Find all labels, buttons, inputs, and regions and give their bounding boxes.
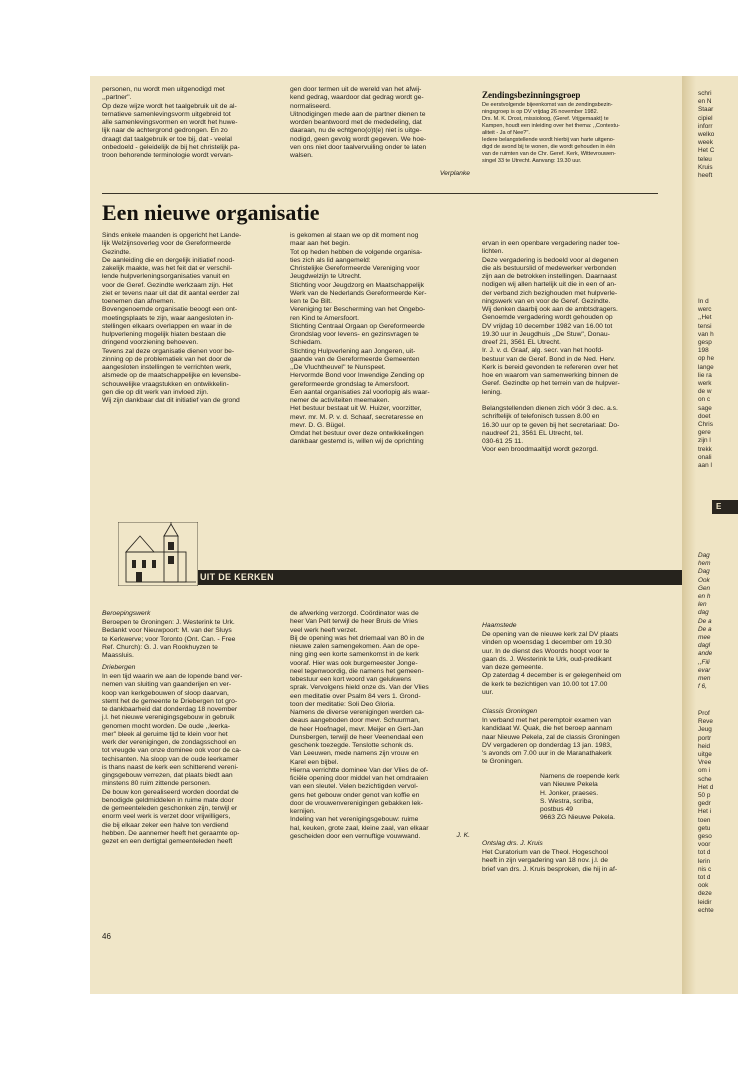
org-col-2: is gekomen al staan we op dit moment nog maar aan het begin. Tot op heden hebben de volgende organisa- ties zich als lid aangemeld: Christelijke Gereformeerde Vereniging voor Jeugdwelzijn te Utrecht. Stichting voor Jeugdzorg en Maatschappelijk Werk van de Nederlands Gereformeerde Ker- ken te De Bilt. Vereniging ter Bescherming van het Ongebo- ren Kind te Amersfoort. Stichting Centraal Orgaan op Gereformeerde Grondslag voor levens- en gezinsvragen te Schiedam. Stichting Hulpverlening aan Jongeren, uit- gaande van de Gereformeerde Gemeenten ,,De Vluchtheuvel'' te Nunspeet. Hervormde Bond voor Inwendige Zending op gereformeerde grondslag te Amersfoort. Een aantal organisaties zal voorlopig als waar- nemer de activiteiten meemaken. Het bestuur bestaat uit W. Huizer, voorzitter, mevr. mr. M. P. v. d. Schaaf, secretaresse en mevr. D. G. Bügel. Omdat het bestuur over deze ontwikkelingen dankbaar gestemd is, willen wij de oprichting	[290, 232, 430, 446]
kerken-heading-ontslag: Ontslag drs. J. Kruis	[482, 840, 543, 847]
next-page-fragment: In d werc ,,Het tensi van h gesp 198 op he lange lie ra werk de w on c sage doet Chris gere zijn l trekk onali aan l	[698, 298, 714, 470]
org-col-3: ervan in een openbare vergadering nader toe- lichten. Deze vergadering is bedoeld voor al degenen die als bestuurslid of medewerker verbonden zijn aan de betrokken instellingen. Daarnaast nodigen wij allen hartelijk uit die in een of an- der verband zich bezighouden met hulpverle- ningswerk van en voor de Geref. Gezindte. Wij denken daarbij ook aan de ambtsdragers. Genoemde vergadering wordt gehouden op DV vrijdag 10 december 1982 van 16.00 tot 19.30 uur in Jeugdhuis ,,De Stuw'', Donau- dreef 21, 3561 EL Utrecht. Ir. J. v. d. Graaf, alg. secr. van het hoofd- bestuur van de Geref. Bond in de Ned. Herv. Kerk is bereid gevonden te refereren over het hoe en waarom van samenwerking binnen de Geref. Gezindte op het terrein van de hulpver- lening. Belangstellenden dienen zich vóór 3 dec. a.s. schriftelijk of telefonisch tussen 8.00 en 16.30 uur op te geven bij het secretariaat: Do- naudreef 21, 3561 EL Utrecht, tel. 030-61 25 11. Voor een broodmaaltijd wordt gezorgd.	[482, 240, 620, 454]
section-banner-label: UIT DE KERKEN	[200, 572, 274, 582]
next-page-box: E	[712, 500, 738, 514]
kerken-text-classis: In verband met het peremptoir examen van kandidaat W. Quak, die het beroep aannam naar Nieuwe Pekela, zal de classis Groningen DV vergaderen op donderdag 13 jan. 1983, 's avonds om 7.00 uur in de Maranathakerk te Groningen.	[482, 717, 620, 766]
page-number: 46	[102, 932, 111, 941]
zending-text: De eerstvolgende bijeenkomst van de zendingsbezin- ningsgroep is op DV vrijdag 26 november 1982. Drs. M. K. Drost, missioloog, (Geref. Vrijgemaakt) te Kampen, houdt een inleiding over het thema: ,,Contextu- aliteit - Ja of Nee?''. Iedere belangstellende wordt hierbij van harte uitgeno- digd de avond bij te wonen, die wordt gehouden in één van de ruimten van de Chr. Geref. Kerk, Wittevrouwen- singel 33 te Utrecht. Aanvang: 19.30 uur.	[482, 102, 620, 164]
page-fold	[682, 76, 696, 994]
kerken-text-haamstede: De opening van de nieuwe kerk zal DV plaats vinden op woensdag 1 december om 19.30 uur. In de dienst des Woords hoopt voor te gaan ds. J. Westerink te Urk, oud-predikant van deze gemeente. Op zaterdag 4 december is er gelegenheid om de kerk te bezichtigen van 10.00 tot 17.00 uur.	[482, 631, 622, 696]
next-page-fragment: Dag hem Dag Ook Gen en h len dag De a De a mee dagl ande ,,Fili evar men f 6,	[698, 552, 713, 691]
church-icon	[118, 522, 198, 586]
article-title: Een nieuwe organisatie	[102, 200, 320, 225]
next-page-edge	[682, 76, 738, 994]
kerken-col-2: de afwerking verzorgd. Coördinator was de heer Van Pelt terwijl de heer Bruis de Vries veel werk heeft verzet. Bij de opening was het driemaal van 80 in de nieuwe zalen samengekomen. Aan de ope- ning ging een korte samenkomst in de kerk vooraf. Hier was ook burgemeester Jonge- neel tegenwoordig, die namens het gemeen- tebestuur een kort woord van gelukwens sprak. Vervolgens hield onze ds. Van der Vlies een meditatie over Psalm 84 vers 1. Grond- toon der meditatie: Soli Deo Gloria. Namens de diverse verenigingen werden ca- deaus aangeboden door mevr. Schuurman, de heer Hoefnagel, mevr. Meijer en Gert-Jan Dunsbergen, terwijl de heer Veenendaal een geschenk toezegde. Tenslotte schonk ds. Van Leeuwen, mede namens zijn vrouw en Karel een bijbel. Hierna verrichtte dominee Van der Vlies de of- ficiële opening door middel van het omdraaien van een sleutel. Velen bezichtigden vervol- gens het gebouw onder genot van koffie en door de vrouwenverenigingen gebakken lek- kernijen. Indeling van het verenigingsgebouw: ruime hal, keuken, grote zaal, kleine zaal, van elkaar gescheiden door een vernuftige vouwwand.	[290, 610, 429, 840]
kerken-text-driebergen: In een tijd waarin we aan de lopende band ver- nemen van sluiting van gaanderijen en ver- koop van kerkgebouwen of sloop daarvan, stemt het de gemeente te Driebergen tot gro- te dankbaarheid dat donderdag 18 november j.l. het nieuwe verenigingsgebouw in gebruik genomen mocht worden. De oude ,,leerka- mer'' bleek al geruime tijd te klein voor het werk der verenigingen, de zondagsschool en tot vreugde van onze dominee ook voor de ca- techisanten. Na sloop van de oude leerkamer is thans naast de kerk een schitterend vereni- gingsgebouw verrezen, dat plaats biedt aan minstens 80 ruim zittende personen. De bouw kon gerealiseerd worden doordat de benodigde geldmiddelen in ruime mate door de gemeenteleden geschonken zijn, terwijl er enorm veel werk is verzet door vrijwilligers, die bij elkaar zeker een halve ton verdiend hebben. De aannemer heeft het geraamte op- gezet en een dertigtal gemeenteleden heeft	[102, 673, 243, 845]
section-divider	[102, 193, 658, 194]
kerken-text-beroepingswerk: Beroepen te Groningen: J. Westerink te Urk. Bedankt voor Nieuwpoort: M. van der Sluys te Kerkwerve; voor Toronto (Ont. Can. - Free Ref. Church): G. J. van Rookhuyzen te Maassluis.	[102, 619, 236, 659]
kerken-heading-classis: Classis Groningen	[482, 708, 538, 715]
kerken-address: Namens de roepende kerk van Nieuwe Pekela H. Jonker, praeses. S. Westra, scriba, postbus 49 9663 ZG Nieuwe Pekela.	[540, 773, 620, 822]
next-page-fragment: Prof Reve Jeug portr heid uitge Vree om i sche Het d 50 p gedr Het i toen getu geso voor tot d lerin nis c tot d ook deze leidir echte	[698, 710, 714, 914]
zending-heading: Zendingsbezinningsgroep	[482, 90, 581, 100]
top-signature: Verplanke	[439, 170, 470, 177]
top-col-1: personen, nu wordt men uitgenodigd met ,,partner''. Op deze wijze wordt het taalgebruik uit de al- ternatieve samenlevingsvorm uitgebreid tot alle samenlevingsvormen en wordt het huwe- lijk naar de achtergrond gedrongen. En zo draagt dat taalgebruik er toe bij, dat - veelal onbedoeld - geleidelijk de bij het christelijk pa- troon behorende terminologie wordt vervan-	[102, 86, 240, 159]
kerken-heading-driebergen: Driebergen	[102, 664, 136, 671]
org-col-1: Sinds enkele maanden is opgericht het Lande- lijk Welzijnsoverleg voor de Gereformeerde Gezindte. De aanleiding die en dergelijk initiatief nood- zakelijk maakte, was het feit dat er verschil- lende hulpverleningsorganisaties vanuit en voor de Geref. Gezindte werkzaam zijn. Het ziet er tevens naar uit dat dit aantal eerder zal toenemen dan afnemen. Bovengenoemde organisatie beoogt een ont- moetingsplaats te zijn, waar aangesloten in- stellingen elkaars overlappen en waar in de hulpverlening mogelijk hiaten bestaan die dringend voorziening behoeven. Tevens zal deze organisatie dienen voor be- zinning op de problematiek van het door de aangesloten instellingen te verrichten werk, alsmede op de maatschappelijke en levensbe- schouwelijke vraagstukken en ontwikkelin- gen die op dit werk van invloed zijn. Wij zijn dankbaar dat dit initiatief van de grond	[102, 232, 242, 404]
kerken-heading-haamstede: Haamstede	[482, 622, 517, 629]
kerken-heading-beroepingswerk: Beroepingswerk	[102, 610, 151, 617]
next-page-fragment: schri en N Staar cipiel inforr welko week Het C teleu Kruis heeft	[698, 90, 715, 180]
kerken-text-ontslag: Het Curatorium van de Theol. Hogeschool heeft in zijn vergadering van 18 nov. j.l. de brief van drs. J. Kruis besproken, die hij in af-	[482, 849, 618, 873]
top-col-2: gen door termen uit de wereld van het afwij- kend gedrag, waardoor dat gedrag wordt ge- normaliseerd. Uitnodigingen mede aan de partner dienen te worden beantwoord met de mededeling, dat daaraan, nu de echtgeno(o)t(e) niet is uitge- nodigd, geen gevolg wordt gegeven. We hoe- ven ons niet door taalvervuiling onder te laten walsen.	[290, 86, 427, 159]
kerken-signature: J. K.	[456, 832, 470, 839]
